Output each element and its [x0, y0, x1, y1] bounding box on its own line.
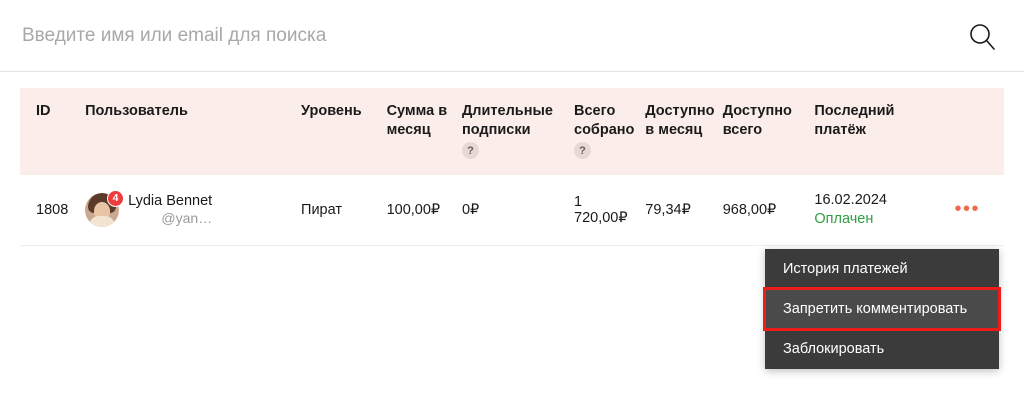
- cell-user: [79, 175, 295, 245]
- level-badge: 4: [107, 190, 124, 207]
- menu-item-block-user[interactable]: Заблокировать: [783, 341, 885, 357]
- column-header-label: Длительные подписки: [461, 103, 553, 138]
- search-icon[interactable]: [968, 22, 996, 50]
- column-header-actions: [931, 88, 1004, 175]
- column-header-long-subscriptions: [456, 88, 568, 175]
- cell-amount-per-month: 100,00₽: [381, 175, 456, 245]
- cell-last-payment: [808, 175, 930, 245]
- table-header-row: [20, 88, 1004, 175]
- last-payment-date: 16.02.2024: [814, 192, 887, 209]
- column-header-available-per-month: [639, 88, 716, 175]
- avatar-body: [89, 216, 115, 227]
- column-header-label: Доступно в месяц: [645, 103, 715, 138]
- table-body: [20, 175, 1004, 245]
- table-header: [20, 88, 1004, 175]
- status-badge: Оплачен: [814, 210, 874, 227]
- search-input[interactable]: [22, 25, 902, 47]
- row-context-menu: [765, 249, 999, 369]
- column-header-available-total: [717, 88, 809, 175]
- cell-actions: [931, 175, 1004, 245]
- column-header-label: Всего собрано: [574, 103, 635, 138]
- user-names: [128, 192, 212, 228]
- search-bar: [0, 0, 1024, 72]
- users-table: [20, 88, 1004, 246]
- column-header-label: Уровень: [301, 103, 362, 119]
- row-actions-menu-icon[interactable]: •••: [954, 198, 981, 221]
- column-header-label: Сумма в месяц: [386, 103, 448, 138]
- cell-total-collected: 1 720,00₽: [568, 175, 639, 245]
- cell-level: Пират: [295, 175, 381, 245]
- column-header-id: [20, 88, 79, 175]
- table-row[interactable]: [20, 175, 1004, 245]
- column-header-user: [79, 88, 295, 175]
- column-header-label: Последний платёж: [814, 103, 895, 138]
- cell-long-subscriptions: 0₽: [456, 175, 568, 245]
- menu-item-forbid-comments[interactable]: Запретить комментировать: [765, 289, 999, 329]
- menu-item-payment-history[interactable]: История платежей: [783, 261, 908, 277]
- column-header-last-payment: [808, 88, 930, 175]
- user-name: Lydia Bennet: [128, 193, 213, 210]
- cell-id: 1808: [20, 175, 79, 245]
- help-icon-total-collected[interactable]: ?: [574, 142, 591, 159]
- column-header-total-collected: [568, 88, 639, 175]
- cell-available-per-month: 79,34₽: [639, 175, 716, 245]
- user-cell: [85, 192, 289, 228]
- users-table-container: [20, 88, 1004, 246]
- column-header-amount-per-month: [381, 88, 456, 175]
- column-header-label: ID: [36, 103, 51, 119]
- column-header-level: [295, 88, 381, 175]
- help-icon-long-subscriptions[interactable]: ?: [462, 142, 479, 159]
- column-header-label: Доступно всего: [722, 103, 792, 138]
- column-header-label: Пользователь: [85, 103, 188, 119]
- user-handle: @yan…: [161, 210, 213, 227]
- cell-available-total: 968,00₽: [717, 175, 809, 245]
- avatar-wrapper: [85, 193, 119, 227]
